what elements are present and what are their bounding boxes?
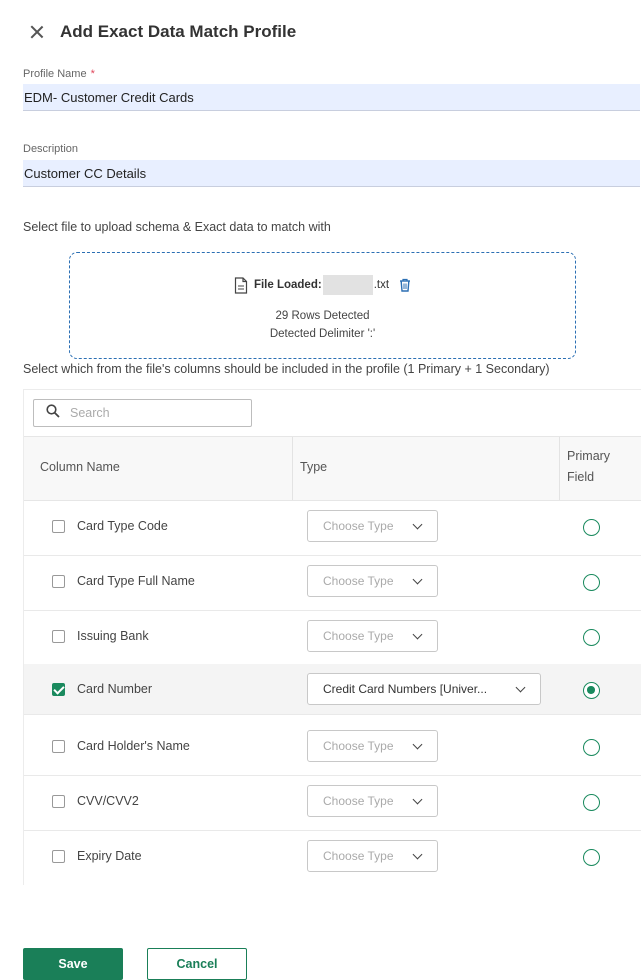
- table-row: [24, 720, 641, 776]
- type-select[interactable]: [307, 785, 438, 817]
- chevron-down-icon: [413, 740, 423, 750]
- primary-field-radio[interactable]: [583, 794, 600, 811]
- column-name: CVV/CVV2: [77, 794, 139, 808]
- type-select-value: Choose Type: [323, 849, 394, 863]
- type-select-value: Choose Type: [323, 794, 394, 808]
- column-name: Card Holder's Name: [77, 739, 190, 753]
- search-input[interactable]: [68, 405, 232, 421]
- table-row: [24, 555, 641, 611]
- row-checkbox[interactable]: [52, 630, 65, 643]
- search-icon: [46, 404, 60, 423]
- type-select-value: Choose Type: [323, 519, 394, 533]
- description-label: Description: [23, 143, 79, 155]
- dialog-header: [28, 22, 296, 42]
- primary-header-line2: Field: [567, 470, 595, 484]
- row-checkbox[interactable]: [52, 795, 65, 808]
- type-select[interactable]: [307, 510, 438, 542]
- type-select[interactable]: [307, 840, 438, 872]
- description-input[interactable]: [23, 160, 640, 187]
- table-row: [24, 775, 641, 831]
- chevron-down-icon: [413, 850, 423, 860]
- file-loaded-line: [70, 275, 575, 295]
- columns-table: [23, 389, 641, 885]
- type-select[interactable]: [307, 620, 438, 652]
- file-extension: .txt: [373, 279, 390, 291]
- row-checkbox[interactable]: [52, 520, 65, 533]
- column-name: Issuing Bank: [77, 629, 149, 643]
- document-icon: [234, 277, 248, 294]
- type-select-value: Choose Type: [323, 739, 394, 753]
- primary-field-radio-selected[interactable]: [583, 682, 600, 699]
- table-header: [24, 436, 641, 501]
- redacted-filename: [323, 275, 373, 295]
- type-select[interactable]: [307, 730, 438, 762]
- required-mark: *: [90, 68, 95, 80]
- type-select[interactable]: [307, 673, 541, 705]
- profile-name-input[interactable]: [23, 84, 640, 111]
- rows-detected: 29 Rows Detected: [275, 310, 370, 322]
- type-select-value: Credit Card Numbers [Univer...: [323, 682, 488, 696]
- search-box[interactable]: [33, 399, 252, 427]
- header-divider: [559, 437, 560, 500]
- chevron-down-icon: [516, 683, 526, 693]
- file-dropzone[interactable]: [69, 252, 576, 359]
- close-icon[interactable]: [28, 23, 46, 41]
- primary-field-radio[interactable]: [583, 739, 600, 756]
- type-select-value: Choose Type: [323, 629, 394, 643]
- page-title: Add Exact Data Match Profile: [60, 22, 297, 41]
- column-name: Expiry Date: [77, 849, 142, 863]
- type-select-value: Choose Type: [323, 574, 394, 588]
- file-loaded-label: File Loaded:: [253, 279, 322, 291]
- chevron-down-icon: [413, 520, 423, 530]
- chevron-down-icon: [413, 575, 423, 585]
- cancel-button[interactable]: Cancel: [147, 948, 247, 980]
- primary-field-radio[interactable]: [583, 849, 600, 866]
- column-name: Card Type Full Name: [77, 574, 195, 588]
- upload-prompt: Select file to upload schema & Exact data to match with: [23, 220, 331, 234]
- header-divider: [292, 437, 293, 500]
- type-select[interactable]: [307, 565, 438, 597]
- table-row: [24, 830, 641, 885]
- row-checkbox[interactable]: [52, 850, 65, 863]
- chevron-down-icon: [413, 630, 423, 640]
- primary-header-line1: Primary: [567, 449, 611, 463]
- primary-field-header[interactable]: [567, 449, 610, 484]
- primary-field-radio[interactable]: [583, 519, 600, 536]
- columns-prompt: Select which from the file's columns should be included in the profile (1 Primary + 1 Secondary): [23, 362, 550, 376]
- chevron-down-icon: [413, 795, 423, 805]
- column-name-header[interactable]: Column Name: [40, 460, 120, 474]
- profile-name-label: [23, 68, 95, 80]
- type-header[interactable]: Type: [300, 460, 328, 474]
- row-checkbox[interactable]: [52, 575, 65, 588]
- table-row: [24, 500, 641, 556]
- table-row-selected: [24, 664, 641, 715]
- delimiter-detected: Detected Delimiter ':': [269, 328, 376, 340]
- column-name: Card Number: [77, 682, 153, 696]
- save-button[interactable]: Save: [23, 948, 123, 980]
- row-checkbox[interactable]: [52, 740, 65, 753]
- table-row: [24, 610, 641, 666]
- profile-name-label-text: Profile Name: [23, 68, 87, 80]
- primary-field-radio[interactable]: [583, 574, 600, 591]
- trash-icon[interactable]: [399, 278, 411, 292]
- row-checkbox-checked[interactable]: [52, 683, 65, 696]
- column-name: Card Type Code: [77, 519, 168, 533]
- primary-field-radio[interactable]: [583, 629, 600, 646]
